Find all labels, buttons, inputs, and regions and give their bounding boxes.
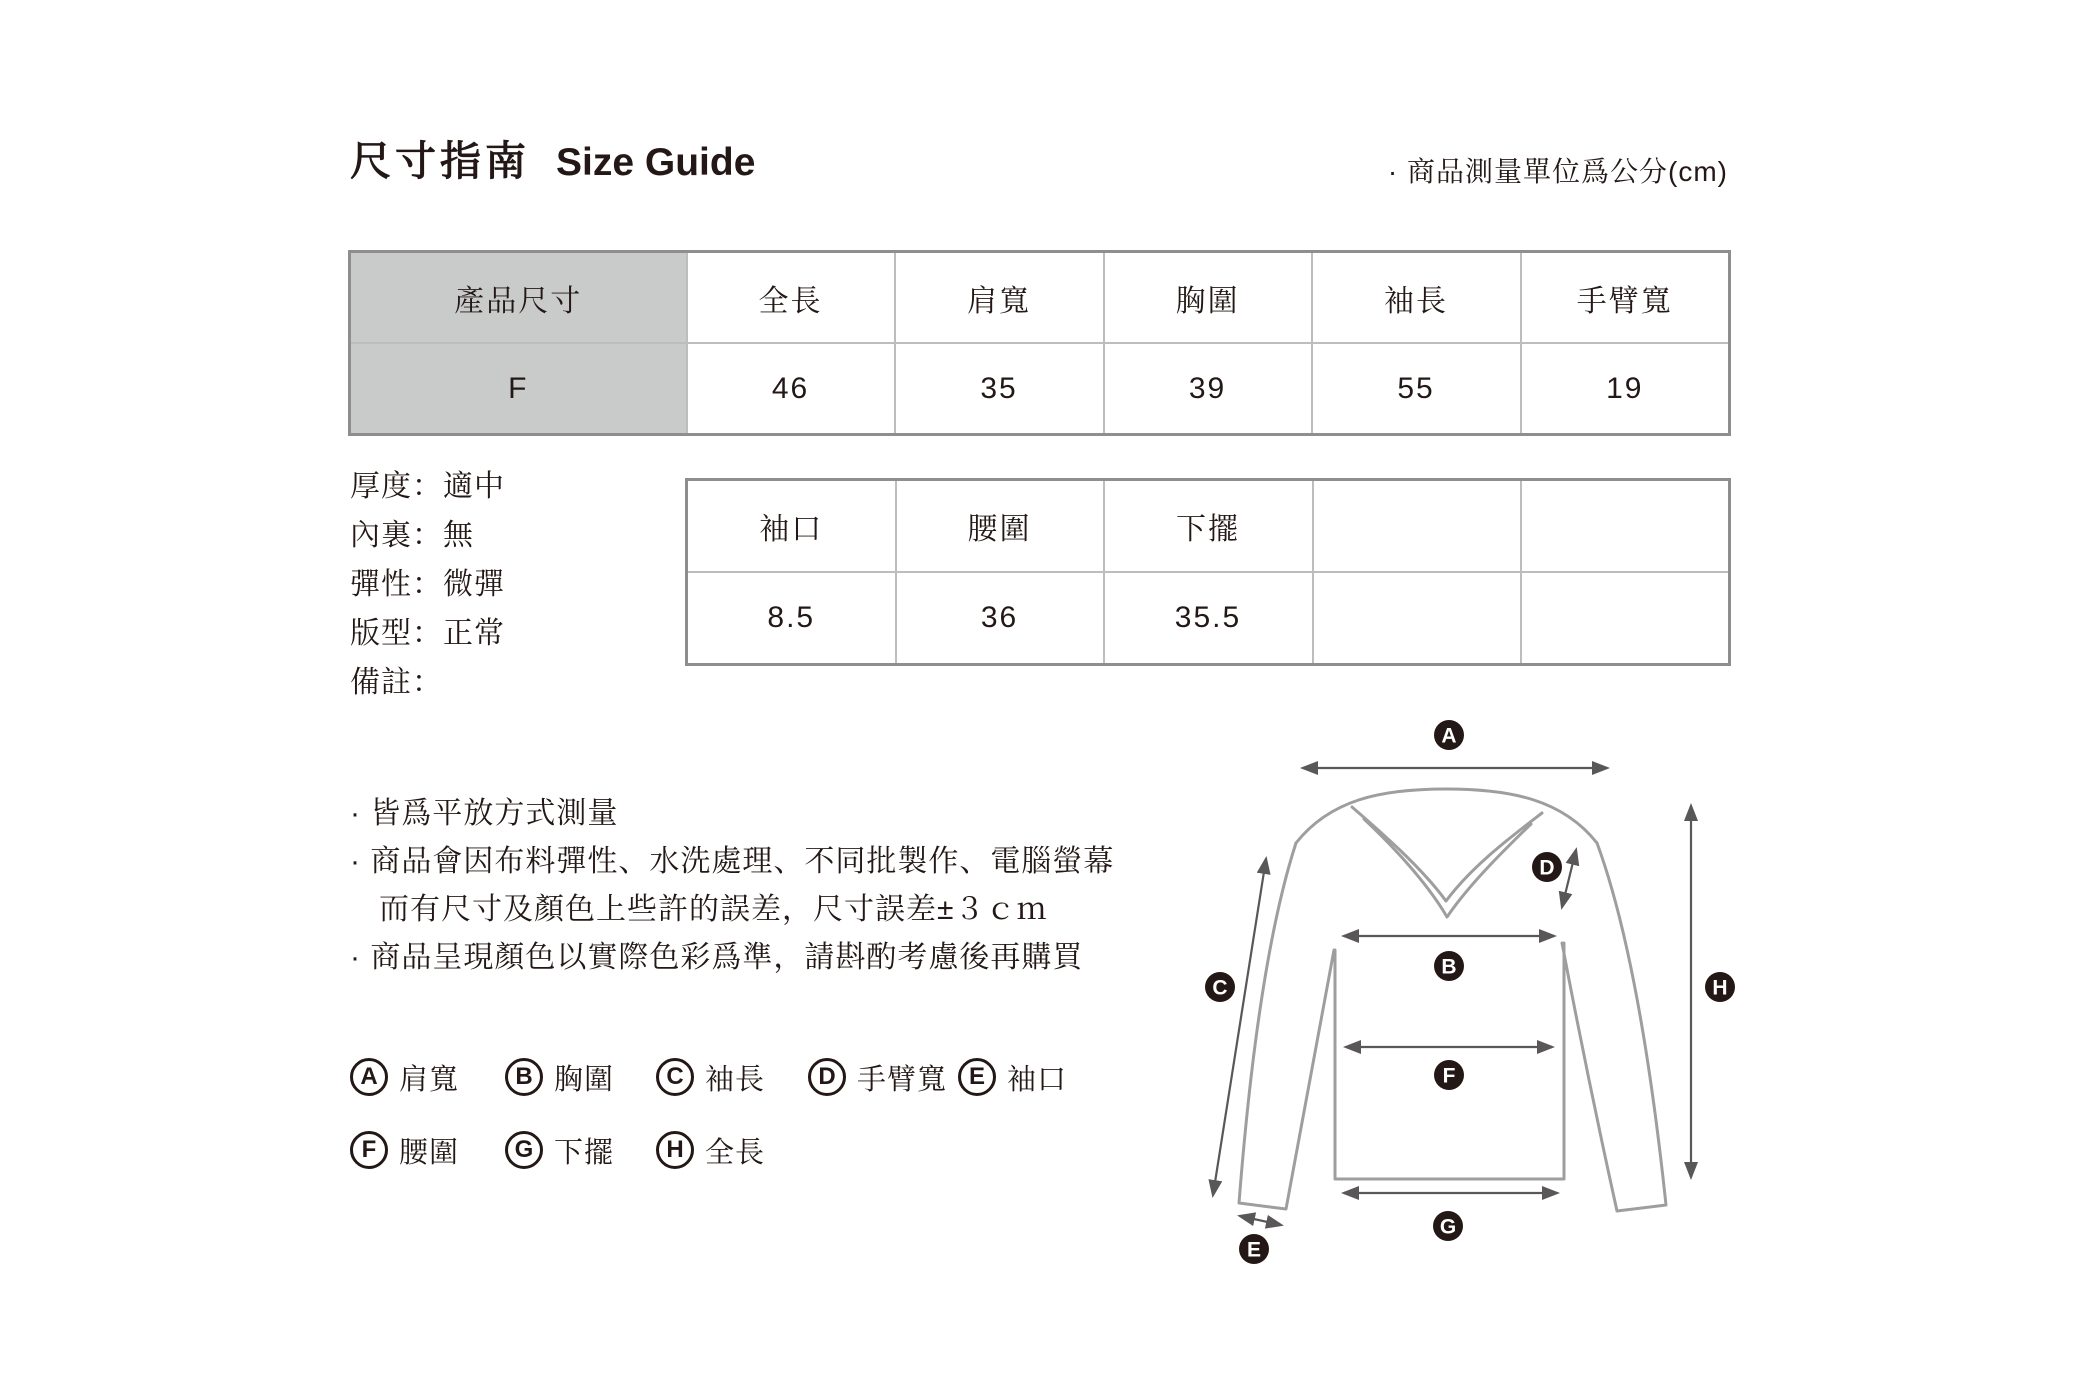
marker-letter-A: A: [1441, 724, 1457, 748]
legend-key-badge: A: [350, 1058, 388, 1096]
sweater-outline: [1239, 789, 1666, 1211]
legend-label: 下擺: [554, 1136, 615, 1169]
size-table-value-row: [350, 343, 1730, 435]
collar-inner-line: [1364, 819, 1531, 917]
marker-letter-B: B: [1441, 955, 1457, 979]
detail-table: [685, 478, 1731, 666]
legend-label: 袖長: [705, 1063, 766, 1096]
legend-label: 袖口: [1007, 1063, 1068, 1096]
legend-key-badge: C: [656, 1058, 694, 1096]
property-line: 彈性：微彈: [350, 568, 505, 601]
detail-table-value-cell: 8.5: [687, 572, 896, 665]
size-table-header-cell: 產品尺寸: [350, 252, 687, 344]
detail-table-header-cell: 腰圍: [896, 480, 1104, 573]
marker-letter-F: F: [1442, 1064, 1456, 1088]
legend-label: 手臂寬: [857, 1063, 948, 1096]
diagram-markers: [1205, 720, 1735, 1264]
size-table-header-cell: 袖長: [1312, 252, 1521, 344]
legend-label: 肩寬: [399, 1063, 460, 1096]
marker-letter-C: C: [1212, 976, 1228, 1000]
note-line: · 皆爲平放方式測量: [350, 797, 619, 830]
property-line: 內裏：無: [350, 519, 474, 552]
property-line: 備註：: [350, 666, 443, 699]
detail-table-value-cell: 36: [896, 572, 1104, 665]
size-table-header-cell: 肩寬: [895, 252, 1104, 344]
marker-letter-D: D: [1539, 856, 1555, 880]
page-title-en: Size Guide: [556, 141, 756, 184]
collar-outer-line: [1352, 807, 1542, 901]
legend-item-waist: [350, 1131, 459, 1169]
left-sleeve: [1239, 843, 1334, 1209]
legend-item-total-length: [656, 1131, 765, 1169]
garment-measurement-diagram: [1150, 690, 1810, 1290]
measurement-arrows: [1213, 768, 1691, 1225]
size-table-header-row: [350, 252, 1730, 344]
detail-table-header-cell: [1313, 480, 1521, 573]
measurement-unit-note: · 商品測量單位爲公分(cm): [1387, 156, 1728, 187]
arrow-cuff-E: [1240, 1216, 1281, 1225]
detail-table-header-row: [687, 480, 1730, 573]
note-line: · 商品呈現顏色以實際色彩爲準，請斟酌考慮後再購買: [350, 941, 1084, 974]
legend-item-cuff: [958, 1058, 1067, 1096]
size-table-header-cell: 全長: [687, 252, 895, 344]
detail-table-header-cell: 下擺: [1104, 480, 1313, 573]
page-title: [350, 128, 755, 187]
size-table-value-cell: 35: [895, 343, 1104, 435]
legend-key-badge: E: [958, 1058, 996, 1096]
legend-label: 腰圍: [399, 1136, 460, 1169]
note-line: · 商品會因布料彈性、水洗處理、不同批製作、電腦螢幕: [350, 845, 1115, 878]
size-table-value-cell: 39: [1104, 343, 1312, 435]
marker-letter-E: E: [1246, 1238, 1262, 1262]
detail-table-value-cell: [1521, 572, 1730, 665]
right-sleeve: [1562, 843, 1666, 1211]
marker-letter-G: G: [1439, 1215, 1457, 1239]
detail-table-header-cell: [1521, 480, 1730, 573]
shoulder-line: [1296, 789, 1597, 843]
legend-key-badge: D: [808, 1058, 846, 1096]
legend-key-badge: B: [505, 1058, 543, 1096]
page-title-zh: 尺寸指南: [350, 138, 530, 184]
legend-key-badge: F: [350, 1131, 388, 1169]
detail-table-value-cell: [1313, 572, 1521, 665]
legend-item-sleeve-length: [656, 1058, 765, 1096]
size-table: [348, 250, 1731, 436]
legend-item-shoulder: [350, 1058, 459, 1096]
property-line: 厚度：適中: [350, 470, 505, 503]
detail-table-value-row: [687, 572, 1730, 665]
size-table-header-cell: 手臂寬: [1521, 252, 1730, 344]
legend-item-chest: [505, 1058, 614, 1096]
marker-letter-H: H: [1712, 976, 1728, 1000]
note-line: 而有尺寸及顏色上些許的誤差，尺寸誤差±３ｃｍ: [379, 893, 1048, 926]
legend-label: 胸圍: [554, 1063, 615, 1096]
legend-label: 全長: [705, 1136, 766, 1169]
legend-key-badge: G: [505, 1131, 543, 1169]
size-table-value-cell: 19: [1521, 343, 1730, 435]
arrow-armwidth-D: [1562, 850, 1576, 907]
legend-item-arm-width: [808, 1058, 947, 1096]
garment-properties: [350, 462, 505, 707]
property-line: 版型：正常: [350, 617, 505, 650]
size-table-size-cell: F: [350, 343, 687, 435]
measurement-notes: [350, 790, 1114, 982]
detail-table-header-cell: 袖口: [687, 480, 896, 573]
size-table-value-cell: 55: [1312, 343, 1521, 435]
size-table-value-cell: 46: [687, 343, 895, 435]
legend-item-hem: [505, 1131, 614, 1169]
size-table-header-cell: 胸圍: [1104, 252, 1312, 344]
detail-table-value-cell: 35.5: [1104, 572, 1313, 665]
legend-key-badge: H: [656, 1131, 694, 1169]
